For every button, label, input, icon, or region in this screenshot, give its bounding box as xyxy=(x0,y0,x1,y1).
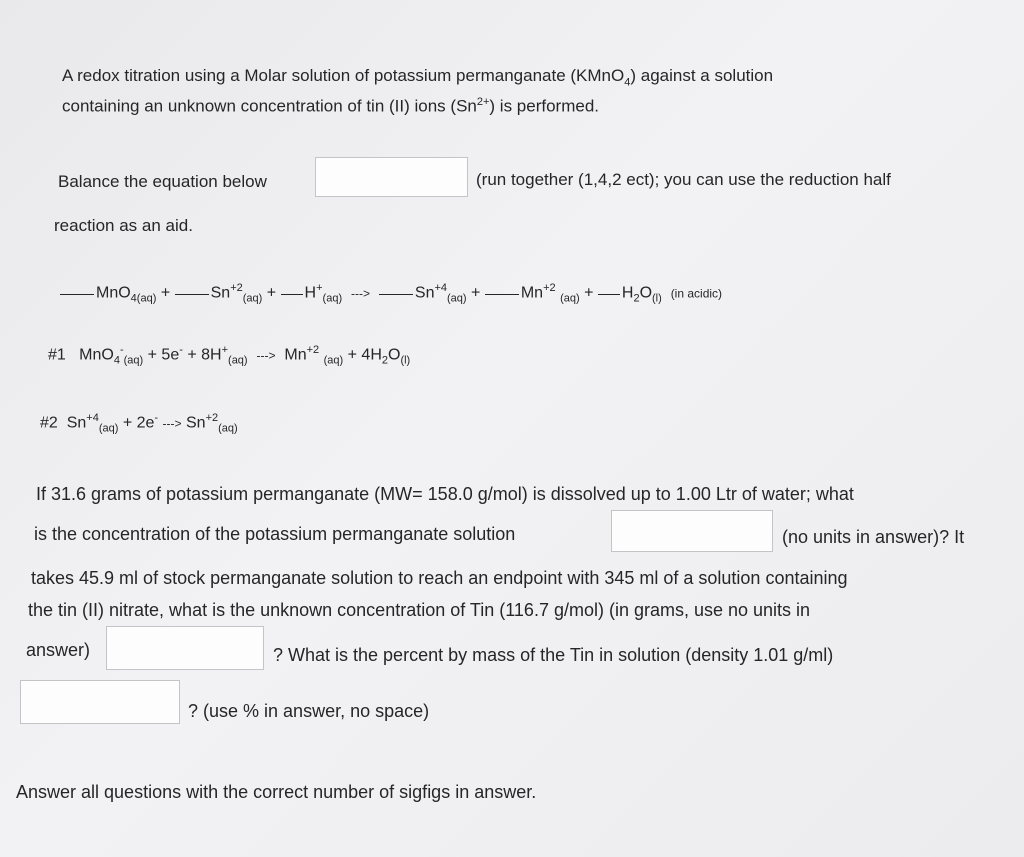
footer-instruction: Answer all questions with the correct number of sigfigs in answer. xyxy=(16,782,537,802)
balance-hint: (run together (1,4,2 ect); you can use the reduction half xyxy=(476,170,891,189)
coef-blank-h[interactable] xyxy=(281,294,303,295)
balance-hint-2: reaction as an aid. xyxy=(54,216,193,235)
balance-label: Balance the equation below xyxy=(58,172,267,191)
balance-answer-input[interactable] xyxy=(315,157,468,197)
main-equation: $MnO_{4(aq)} + Sn^{+2}_{(aq)} + H^+_{(aq)}$ ---> $Sn^{+4}_{(aq)} + Mn^{+2}$ $_{(aq)} + H_2O_{(l)}$ (in acidic) xyxy=(60,282,722,305)
half-reaction-1: #1 $MnO_4^-_{(aq)} + 5e^- + 8H^+_{(aq)}$ ---> $Mn^{+2}$ $_{(aq)} + 4H_2O_{(l)}$ xyxy=(48,344,411,367)
problem-line-5b: ? What is the percent by mass of the Tin in solution (density 1.01 g/ml) xyxy=(273,645,834,665)
problem-line-6: ? (use % in answer, no space) xyxy=(188,701,430,721)
coef-blank-mno4[interactable] xyxy=(60,294,94,295)
coef-blank-sn2[interactable] xyxy=(175,294,209,295)
problem-line-4: the tin (II) nitrate, what is the unknown concentration of Tin (116.7 g/mol) (in grams, use no units in xyxy=(28,600,811,620)
problem-line-2: is the concentration of the potassium permanganate solution xyxy=(34,524,516,544)
percent-answer-input[interactable] xyxy=(20,680,180,724)
coef-blank-sn4[interactable] xyxy=(379,294,413,295)
problem-line-2b: (no units in answer)? It xyxy=(782,527,965,547)
intro-line-2: containing an unknown concentration of tin (II) ions $(Sn^{2+})$ is performed. xyxy=(62,96,599,116)
intro-line-1: A redox titration using a Molar solution of potassium permanganate (KMnO$_4$) against a solution xyxy=(62,66,774,89)
coef-blank-h2o[interactable] xyxy=(598,294,620,295)
coef-blank-mn[interactable] xyxy=(485,294,519,295)
tin-grams-answer-input[interactable] xyxy=(106,626,264,670)
problem-line-5a: answer) xyxy=(26,640,91,660)
problem-line-3: takes 45.9 ml of stock permanganate solution to reach an endpoint with 345 ml of a solution containing xyxy=(31,568,848,588)
problem-line-1: If 31.6 grams of potassium permanganate (MW= 158.0 g/mol) is dissolved up to 1.00 Ltr of water; what xyxy=(36,484,854,504)
concentration-answer-input[interactable] xyxy=(611,510,773,552)
half-reaction-2: #2 $Sn^{+4}_{(aq)} + 2e^-$ ---> $Sn^{+2}_{(aq)}$ xyxy=(40,412,238,435)
